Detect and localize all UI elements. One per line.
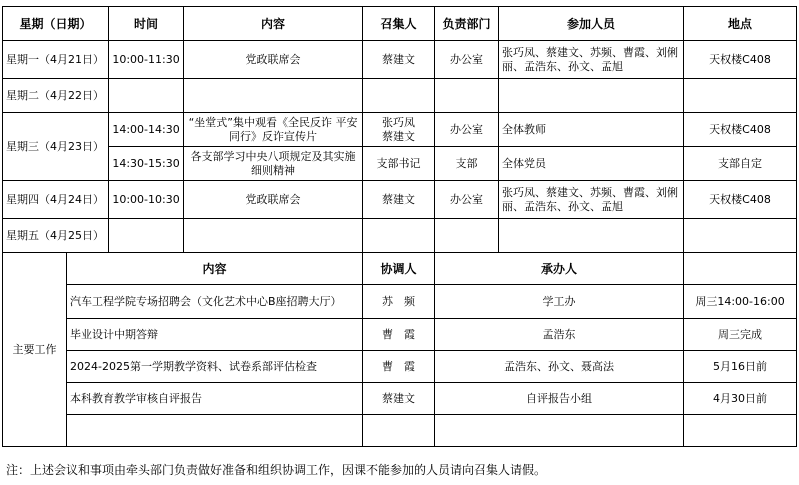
meeting-location: 支部自定 bbox=[684, 147, 797, 181]
meeting-location: 天权楼C408 bbox=[684, 113, 797, 147]
meeting-content: 党政联席会 bbox=[184, 41, 363, 79]
meeting-participants: 张巧凤、蔡建文、苏频、曹霞、刘俐丽、孟浩东、孙文、孟旭 bbox=[499, 181, 684, 219]
table-row bbox=[3, 79, 797, 113]
table-row bbox=[3, 41, 797, 79]
meeting-department: 办公室 bbox=[435, 113, 499, 147]
meeting-participants: 全体党员 bbox=[499, 147, 684, 181]
meeting-content: 党政联席会 bbox=[184, 181, 363, 219]
meeting-convener: 支部书记 bbox=[363, 147, 435, 181]
work-content: 毕业设计中期答辩 bbox=[67, 319, 363, 351]
meeting-time: 10:00-10:30 bbox=[109, 181, 184, 219]
meeting-time: 14:30-15:30 bbox=[109, 147, 184, 181]
work-header-content: 内容 bbox=[67, 253, 363, 285]
main-work-label: 主要工作 bbox=[3, 253, 67, 447]
work-row-empty bbox=[3, 415, 797, 447]
work-header-row bbox=[3, 253, 797, 285]
work-row bbox=[3, 351, 797, 383]
work-coordinator: 曹 霞 bbox=[363, 351, 435, 383]
meeting-department: 支部 bbox=[435, 147, 499, 181]
header-participants: 参加人员 bbox=[499, 7, 684, 41]
table-row bbox=[3, 181, 797, 219]
meeting-convener: 蔡建文 bbox=[363, 41, 435, 79]
table-row bbox=[3, 113, 797, 147]
meeting-time: 10:00-11:30 bbox=[109, 41, 184, 79]
work-time: 周三完成 bbox=[684, 319, 797, 351]
meeting-time: 14:00-14:30 bbox=[109, 113, 184, 147]
work-content: 2024-2025第一学期教学资料、试卷系部评估检查 bbox=[67, 351, 363, 383]
header-day: 星期（日期） bbox=[3, 7, 109, 41]
header-location: 地点 bbox=[684, 7, 797, 41]
work-undertaker: 孟浩东、孙文、聂高法 bbox=[435, 351, 684, 383]
day-tuesday: 星期二（4月22日） bbox=[3, 79, 109, 113]
work-time: 4月30日前 bbox=[684, 383, 797, 415]
work-header-undertaker: 承办人 bbox=[435, 253, 684, 285]
meeting-department: 办公室 bbox=[435, 181, 499, 219]
work-undertaker: 自评报告小组 bbox=[435, 383, 684, 415]
meeting-department: 办公室 bbox=[435, 41, 499, 79]
work-time: 周三14:00-16:00 bbox=[684, 285, 797, 319]
work-coordinator: 曹 霞 bbox=[363, 319, 435, 351]
header-time: 时间 bbox=[109, 7, 184, 41]
header-department: 负责部门 bbox=[435, 7, 499, 41]
header-content: 内容 bbox=[184, 7, 363, 41]
day-friday: 星期五（4月25日） bbox=[3, 219, 109, 253]
footnote: 注：上述会议和事项由牵头部门负责做好准备和组织协调工作，因课不能参加的人员请向召集人请假。 bbox=[6, 463, 547, 477]
work-coordinator: 苏 频 bbox=[363, 285, 435, 319]
work-row bbox=[3, 285, 797, 319]
weekly-schedule-table bbox=[2, 6, 797, 447]
work-content: 汽车工程学院专场招聘会（文化艺术中心B座招聘大厅） bbox=[67, 285, 363, 319]
meeting-convener: 蔡建文 bbox=[363, 181, 435, 219]
meeting-participants: 张巧凤、蔡建文、苏频、曹霞、刘俐丽、孟浩东、孙文、孟旭 bbox=[499, 41, 684, 79]
work-undertaker: 孟浩东 bbox=[435, 319, 684, 351]
meeting-location: 天权楼C408 bbox=[684, 41, 797, 79]
work-row bbox=[3, 319, 797, 351]
meeting-participants: 全体教师 bbox=[499, 113, 684, 147]
table-row bbox=[3, 219, 797, 253]
meeting-content: “坐堂式”集中观看《全民反诈 平安同行》反诈宣传片 bbox=[184, 113, 363, 147]
work-header-coordinator: 协调人 bbox=[363, 253, 435, 285]
work-undertaker: 学工办 bbox=[435, 285, 684, 319]
day-thursday: 星期四（4月24日） bbox=[3, 181, 109, 219]
work-coordinator: 蔡建文 bbox=[363, 383, 435, 415]
table-row bbox=[3, 147, 797, 181]
meeting-convener: 张巧凤 蔡建文 bbox=[363, 113, 435, 147]
day-monday: 星期一（4月21日） bbox=[3, 41, 109, 79]
meeting-content: 各支部学习中央八项规定及其实施细则精神 bbox=[184, 147, 363, 181]
work-time: 5月16日前 bbox=[684, 351, 797, 383]
table-header-row bbox=[3, 7, 797, 41]
work-row bbox=[3, 383, 797, 415]
header-convener: 召集人 bbox=[363, 7, 435, 41]
work-content: 本科教育教学审核自评报告 bbox=[67, 383, 363, 415]
meeting-location: 天权楼C408 bbox=[684, 181, 797, 219]
day-wednesday: 星期三（4月23日） bbox=[3, 113, 109, 181]
